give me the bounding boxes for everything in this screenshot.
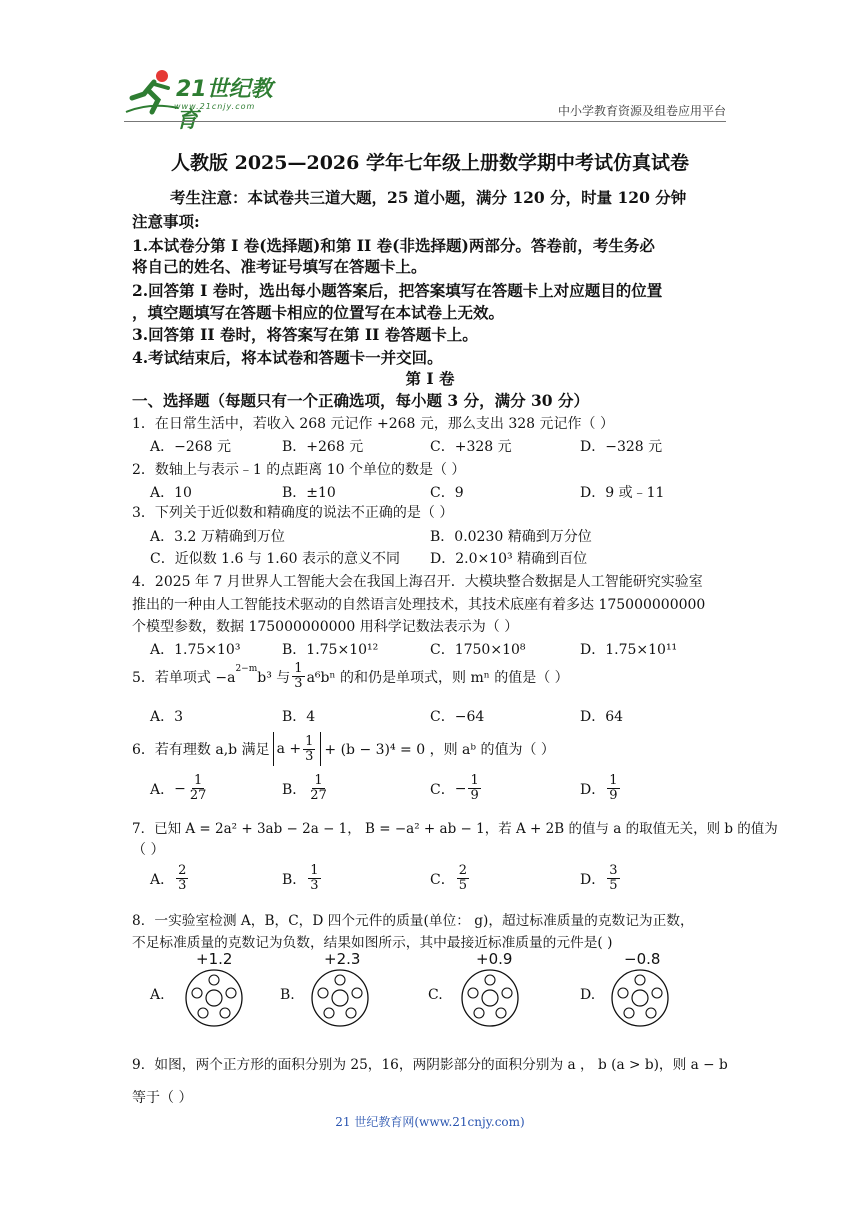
question-8-line: 不足标准质量的克数记为负数，结果如图所示，其中最接近标准质量的元件是( ) [132, 935, 613, 951]
q6-option-d [580, 774, 622, 803]
option-fraction [176, 864, 188, 893]
option-label: A. [150, 987, 165, 1003]
fraction-numerator: 1 [294, 661, 303, 676]
q1-option-b: B．+268 元 [282, 439, 364, 455]
fraction-numerator: 3 [609, 863, 618, 878]
option-label: A． [150, 871, 175, 888]
q4-option-b: B．1.75×10¹² [282, 642, 379, 658]
header-divider [124, 121, 726, 122]
component-disc-icon [452, 967, 528, 1027]
question-1: 1．在日常生活中，若收入 268 元记作 +268 元，那么支出 328 元记作（ ） [132, 416, 614, 432]
fraction-numerator: 1 [314, 773, 323, 788]
fraction-denominator: 3 [310, 878, 319, 893]
q5-option-d: D．64 [580, 709, 624, 725]
option-label: D． [580, 781, 606, 798]
option-label: C． [430, 871, 455, 888]
q8-option-b [280, 950, 420, 1030]
q8-option-a [150, 950, 290, 1030]
question-4-line: 4．2025 年 7 月世界人工智能大会在我国上海召开．大模块整合数据是人工智能研究实验室 [132, 574, 703, 590]
q5-option-c: C．−64 [430, 709, 485, 725]
q2-option-a: A．10 [150, 485, 192, 501]
fraction-denominator: 5 [609, 878, 618, 893]
instructions-heading: 注意事项: [132, 212, 200, 231]
q6-fraction [303, 735, 315, 764]
q8-option-d [580, 950, 720, 1030]
q5-stem-c: a⁶bⁿ 的和仍是单项式，则 mⁿ 的值是（ ） [306, 669, 569, 686]
q5-stem-b: b³ 与 [257, 669, 291, 686]
fraction-denominator: 3 [294, 676, 303, 691]
option-fraction [457, 864, 469, 893]
fraction-numerator: 1 [310, 863, 319, 878]
q6-option-b [282, 774, 331, 803]
question-4-line: 推出的一种由人工智能技术驱动的自然语言处理技术，其技术底座有着多达 175000000000 [132, 597, 706, 613]
q1-option-a: A．−268 元 [150, 439, 232, 455]
question-6 [132, 732, 555, 766]
option-label: A． [150, 781, 175, 798]
q5-option-b: B．4 [282, 709, 316, 725]
q3-option-b: B．0.0230 精确到万分位 [430, 529, 592, 545]
option-label: B． [282, 871, 307, 888]
option-fraction [607, 864, 619, 893]
q8-option-c [428, 950, 568, 1030]
option-label: C． [430, 781, 455, 798]
component-disc-icon [602, 967, 678, 1027]
question-7-line: （ ） [132, 842, 165, 858]
q3-option-c: C．近似数 1.6 与 1.60 表示的意义不同 [150, 551, 400, 567]
option-fraction [468, 774, 480, 803]
option-label: B. [280, 987, 295, 1003]
question-5 [132, 662, 569, 691]
site-logo [124, 66, 294, 133]
question-9-line: 9．如图，两个正方形的面积分别为 25，16，两阴影部分的面积分别为 a ， b (a > b)，则 a − b [132, 1057, 728, 1073]
question-2: 2．数轴上与表示﹣1 的点距离 10 个单位的数是（ ） [132, 462, 466, 478]
option-label: C. [428, 987, 443, 1003]
q6-option-a [150, 774, 210, 803]
option-fraction [308, 774, 329, 803]
instruction-line: 1.本试卷分第 I 卷(选择题)和第 II 卷(非选择题)两部分。答卷前，考生务必 [132, 236, 655, 255]
instruction-line: 2.回答第 I 卷时，选出每小题答案后，把答案填写在答题卡上对应题目的位置 [132, 281, 663, 300]
q3-option-d: D．2.0×10³ 精确到百位 [430, 551, 588, 567]
q6-abs-expr: a + [276, 741, 302, 757]
instruction-line: 将自己的姓名、准考证号填写在答题卡上。 [132, 257, 427, 276]
fraction-denominator: 27 [310, 788, 327, 803]
q2-option-d: D．9 或﹣11 [580, 485, 665, 501]
page-footer: 21 世纪教育网(www.21cnjy.com) [335, 1115, 525, 1129]
question-3: 3．下列关于近似数和精确度的说法不正确的是（ ） [132, 505, 454, 521]
component-mass-label: +0.9 [476, 950, 513, 968]
fraction-denominator: 3 [178, 878, 187, 893]
q7-option-d [580, 864, 622, 893]
fraction-numerator: 2 [178, 863, 187, 878]
fraction-numerator: 1 [193, 773, 203, 788]
fraction-denominator: 5 [458, 878, 467, 893]
q6-stem-a: 6．若有理数 a,b 满足 [132, 742, 270, 758]
section-title: 一、选择题（每题只有一个正确选项，每小题 3 分，满分 30 分） [132, 391, 589, 410]
exam-title: 人教版 2025—2026 学年七年级上册数学期中考试仿真试卷 [171, 152, 689, 174]
q4-option-d: D．1.75×10¹¹ [580, 642, 678, 658]
option-fraction [607, 774, 619, 803]
fraction-denominator: 3 [305, 748, 314, 764]
q6-option-c [430, 774, 483, 803]
q2-option-b: B．±10 [282, 485, 336, 501]
q4-option-c: C．1750×10⁸ [430, 642, 526, 658]
q7-option-c [430, 864, 471, 893]
option-sign: − [174, 780, 186, 797]
q3-option-a: A．3.2 万精确到万位 [150, 529, 285, 545]
q5-fraction [292, 662, 304, 691]
instruction-line: 4.考试结束后，将本试卷和答题卡一并交回。 [132, 348, 443, 367]
q5-option-a: A．3 [150, 709, 184, 725]
fraction-numerator: 2 [458, 863, 467, 878]
option-sign: − [454, 780, 467, 797]
q6-absolute-value [273, 732, 322, 766]
q7-option-a [150, 864, 190, 893]
component-disc-icon [302, 967, 378, 1027]
question-8-line: 8．一实验室检测 A，B，C，D 四个元件的质量(单位： g)，超过标准质量的克数记为正数， [132, 913, 694, 929]
option-fraction [308, 864, 320, 893]
logo-text: 21世纪教育 [176, 77, 273, 133]
q2-option-c: C．9 [430, 485, 464, 501]
q5-stem-a: 5．若单项式 −a [132, 669, 236, 686]
component-mass-label: +1.2 [196, 950, 233, 968]
component-disc-icon [176, 967, 252, 1027]
component-mass-label: −0.8 [624, 950, 661, 968]
fraction-denominator: 9 [470, 788, 479, 803]
question-7-line: 7．已知 A = 2a² + 3ab − 2a − 1， B = −a² + ab − 1，若 A + 2B 的值与 a 的取值无关，则 b 的值为 [132, 821, 778, 837]
fraction-numerator: 1 [470, 773, 479, 788]
q7-option-b [282, 864, 323, 893]
part-title: 第 I 卷 [405, 369, 455, 388]
q6-stem-b: + (b − 3)⁴ = 0 ，则 aᵇ 的值为（ ） [324, 742, 555, 758]
component-mass-label: +2.3 [324, 950, 361, 968]
option-label: B． [282, 781, 307, 798]
fraction-numerator: 1 [609, 773, 618, 788]
q1-option-d: D．−328 元 [580, 439, 663, 455]
fraction-denominator: 9 [609, 788, 618, 803]
platform-label: 中小学教育资源及组卷应用平台 [557, 104, 726, 118]
question-4-line: 个模型参数，数据 175000000000 用科学记数法表示为（ ） [132, 619, 519, 635]
q8-options [150, 950, 750, 1030]
question-9-line: 等于（ ） [132, 1090, 193, 1106]
runner-logo-icon [124, 68, 180, 116]
exam-notice: 考生注意：本试卷共三道大题，25 道小题，满分 120 分，时量 120 分钟 [170, 188, 687, 207]
fraction-numerator: 1 [305, 733, 314, 749]
instruction-line: 3.回答第 II 卷时，将答案写在第 II 卷答题卡上。 [132, 325, 478, 344]
option-fraction [188, 774, 209, 803]
q1-option-c: C．+328 元 [430, 439, 512, 455]
option-label: D． [580, 871, 606, 888]
fraction-denominator: 27 [189, 788, 207, 803]
q5-exponent: 2−m [235, 664, 258, 674]
q4-option-a: A．1.75×10³ [150, 642, 241, 658]
logo-url: www.21cnjy.com [174, 102, 256, 111]
option-label: D. [580, 987, 596, 1003]
instruction-line: ，填空题填写在答题卡相应的位置写在本试卷上无效。 [132, 303, 505, 322]
